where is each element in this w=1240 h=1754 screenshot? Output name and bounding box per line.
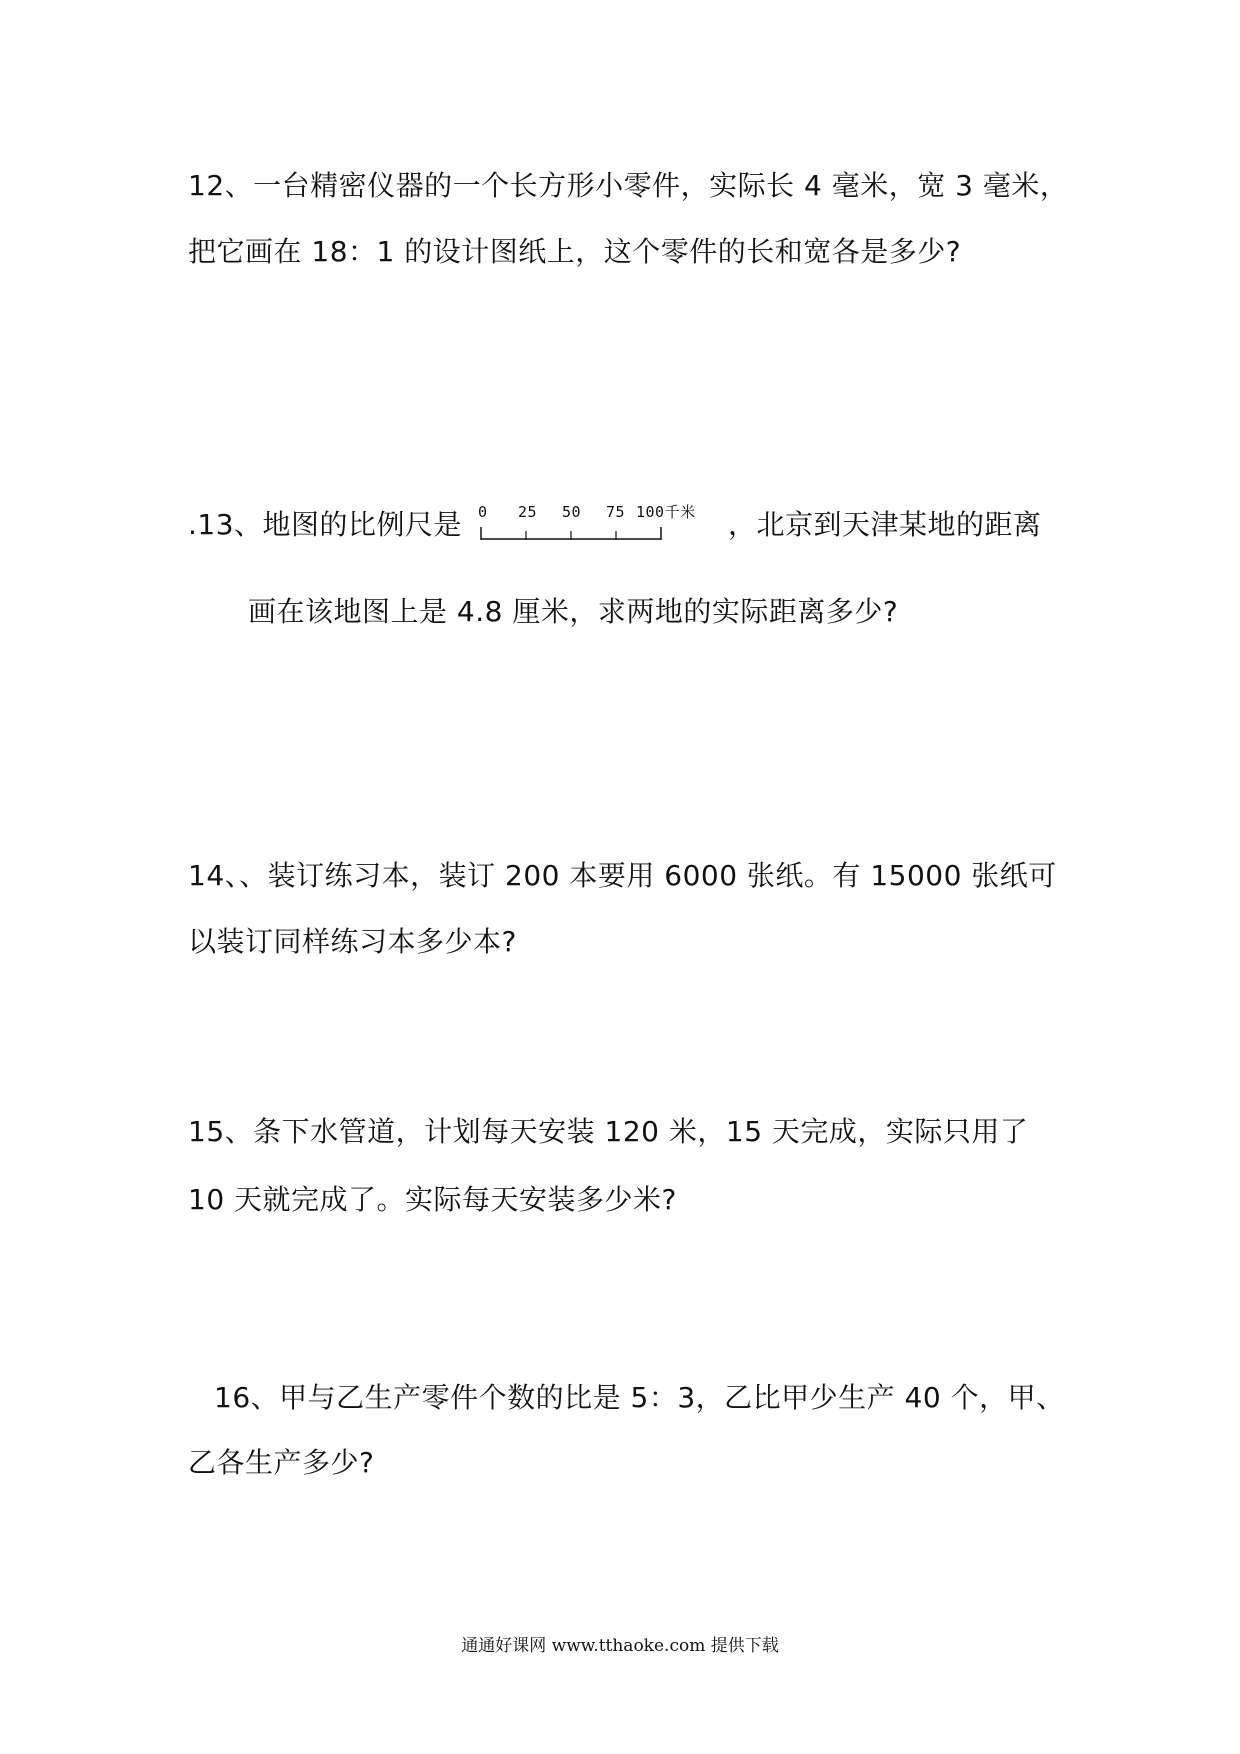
question-13-line-1 [188,505,1042,545]
page-footer: 通通好课网 www.tthaoke.com 提供下载 [461,1636,779,1656]
scale-label-50: 50 [562,503,582,521]
question-14-line-2: 以装订同样练习本多少本? [188,925,517,958]
scale-label-0: 0 [478,503,488,521]
scale-bar-graphic [476,499,716,545]
question-12-line-1: 12、一台精密仪器的一个长方形小零件，实际长 4 毫米，宽 3 毫米， [188,169,1069,202]
question-14-line-1: 14、、装订练习本，装订 200 本要用 6000 张纸。有 15000 张纸可 [188,859,1057,892]
question-15-line-2: 10 天就完成了。实际每天安装多少米? [188,1183,677,1216]
question-16-line-1: 16、甲与乙生产零件个数的比是 5：3，乙比甲少生产 40 个，甲、 [214,1381,1065,1414]
question-15-line-1: 15、条下水管道，计划每天安装 120 米，15 天完成，实际只用了 [188,1115,1029,1148]
map-scale-bar [476,505,716,545]
question-13-line-2: 画在该地图上是 4.8 厘米，求两地的实际距离多少? [248,595,899,628]
question-13-suffix: ，北京到天津某地的距离 [728,508,1042,541]
question-12-line-2: 把它画在 18：1 的设计图纸上，这个零件的长和宽各是多少? [188,235,962,268]
scale-label-25: 25 [518,503,538,521]
scale-label-75: 75 [606,503,626,521]
scale-label-100: 100千米 [636,503,696,521]
question-16-line-2: 乙各生产多少? [188,1446,375,1479]
question-13-prefix: .13、地图的比例尺是 [188,508,463,541]
